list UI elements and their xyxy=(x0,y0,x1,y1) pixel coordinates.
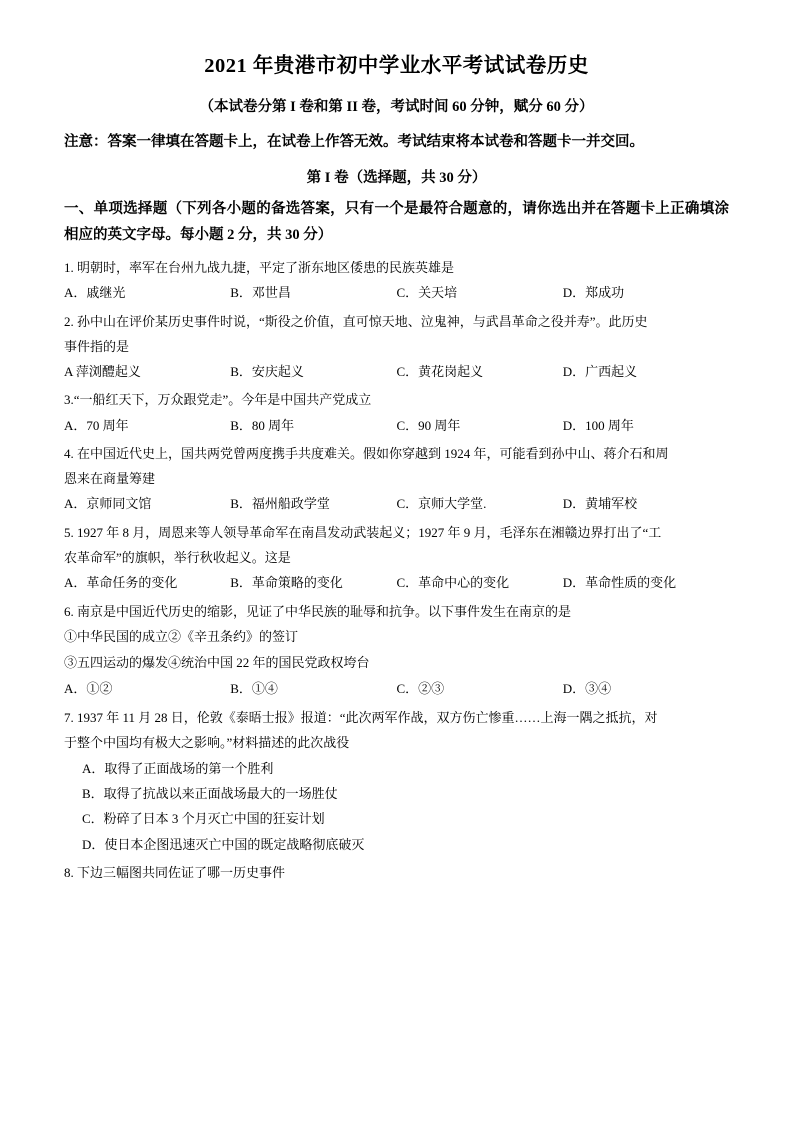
question-stem: 4. 在中国近代史上，国共两党曾两度携手共度难关。假如你穿越到 1924 年，可能看到孙中山、蒋介石和周 xyxy=(64,446,669,462)
part-heading: 一、单项选择题（下列各小题的备选答案，只有一个是最符合题意的，请你选出并在答题卡上正确填涂相应的英文字母。每小题 2 分，共 30 分） xyxy=(64,201,729,243)
option-c[interactable]: C．关天培 xyxy=(396,284,458,300)
option-c[interactable]: C．②③ xyxy=(396,680,445,696)
option-a[interactable]: A．革命任务的变化 xyxy=(64,575,178,591)
option-d[interactable]: D．广西起义 xyxy=(562,363,638,379)
question-options xyxy=(64,756,729,857)
option-a[interactable]: A．①② xyxy=(64,680,113,696)
option-c[interactable]: C．90 周年 xyxy=(396,417,461,433)
option-d[interactable]: D．郑成功 xyxy=(562,284,625,300)
question-stem-cont: 于整个中国均有极大之影响。”材料描述的此次战役 xyxy=(64,734,350,750)
section-heading: 第 I 卷（选择题，共 30 分） xyxy=(306,170,487,187)
exam-subtitle: （本试卷分第 I 卷和第 II 卷，考试时间 60 分钟，赋分 60 分） xyxy=(199,98,594,115)
question-options xyxy=(64,492,729,517)
question-options xyxy=(64,360,729,385)
question-stem: 7. 1937 年 11 月 28 日，伦敦《泰晤士报》报道：“此次两军作战，双方伤亡惨重……上海一隅之抵抗，对 xyxy=(64,709,658,725)
option-a[interactable]: A．70 周年 xyxy=(64,417,129,433)
question-stem: 1. 明朝时，率军在台州九战九捷，平定了浙东地区倭患的民族英雄是 xyxy=(64,259,455,275)
question-sub-line: ③五四运动的爆发④统治中国 22 年的国民党政权垮台 xyxy=(64,654,370,670)
option-b[interactable]: B．邓世昌 xyxy=(230,284,291,300)
question-options xyxy=(64,571,729,596)
question-stem: 5. 1927 年 8 月，周恩来等人领导革命军在南昌发动武装起义；1927 年 9 月，毛泽东在湘赣边界打出了“工 xyxy=(64,524,662,540)
question-stem-cont: 恩来在商量筹建 xyxy=(64,471,156,487)
option-b[interactable]: B．取得了抗战以来正面战场最大的一场胜仗 xyxy=(82,786,338,802)
exam-notice: 注意：答案一律填在答题卡上，在试卷上作答无效。考试结束将本试卷和答题卡一并交回。 xyxy=(64,134,644,151)
option-d[interactable]: D．100 周年 xyxy=(562,417,634,433)
option-d[interactable]: D．革命性质的变化 xyxy=(562,575,677,591)
option-a[interactable]: A．戚继光 xyxy=(64,284,126,300)
option-a[interactable]: A 萍浏醴起义 xyxy=(64,363,141,379)
option-b[interactable]: B．80 周年 xyxy=(230,417,295,433)
option-a[interactable]: A．京师同文馆 xyxy=(64,496,152,512)
option-d[interactable]: D．黄埔军校 xyxy=(562,496,638,512)
question-sub-line: ①中华民国的成立②《辛丑条约》的签订 xyxy=(64,628,299,644)
option-b[interactable]: B．安庆起义 xyxy=(230,363,304,379)
option-d[interactable]: D．使日本企图迅速灭亡中国的既定战略彻底破灭 xyxy=(82,836,365,852)
option-c[interactable]: C．黄花岗起义 xyxy=(396,363,484,379)
page-title: 2021 年贵港市初中学业水平考试试卷历史 xyxy=(204,55,589,77)
question-options xyxy=(64,677,729,702)
question-options xyxy=(64,414,729,439)
question-stem: 2. 孙中山在评价某历史事件时说，“斯役之价值，直可惊天地、泣鬼神，与武昌革命之役并寿”。此历史 xyxy=(64,313,648,329)
option-c[interactable]: C．粉碎了日本 3 个月灭亡中国的狂妄计划 xyxy=(82,811,325,827)
question-stem: 8. 下边三幅图共同佐证了哪一历史事件 xyxy=(64,865,286,881)
option-d[interactable]: D．③④ xyxy=(562,680,612,696)
option-c[interactable]: C．革命中心的变化 xyxy=(396,575,510,591)
question-stem-cont: 事件指的是 xyxy=(64,338,130,354)
option-a[interactable]: A．取得了正面战场的第一个胜利 xyxy=(82,760,274,776)
option-c[interactable]: C．京师大学堂. xyxy=(396,496,487,512)
option-b[interactable]: B．①④ xyxy=(230,680,278,696)
question-stem-cont: 农革命军”的旗帜，举行秋收起义。这是 xyxy=(64,550,291,566)
question-stem: 6. 南京是中国近代历史的缩影，见证了中华民族的耻辱和抗争。以下事件发生在南京的是 xyxy=(64,603,572,619)
option-b[interactable]: B．福州船政学堂 xyxy=(230,496,330,512)
question-stem: 3.“一船红天下，万众跟党走”。今年是中国共产党成立 xyxy=(64,392,372,408)
question-options xyxy=(64,281,729,306)
option-b[interactable]: B．革命策略的变化 xyxy=(230,575,343,591)
